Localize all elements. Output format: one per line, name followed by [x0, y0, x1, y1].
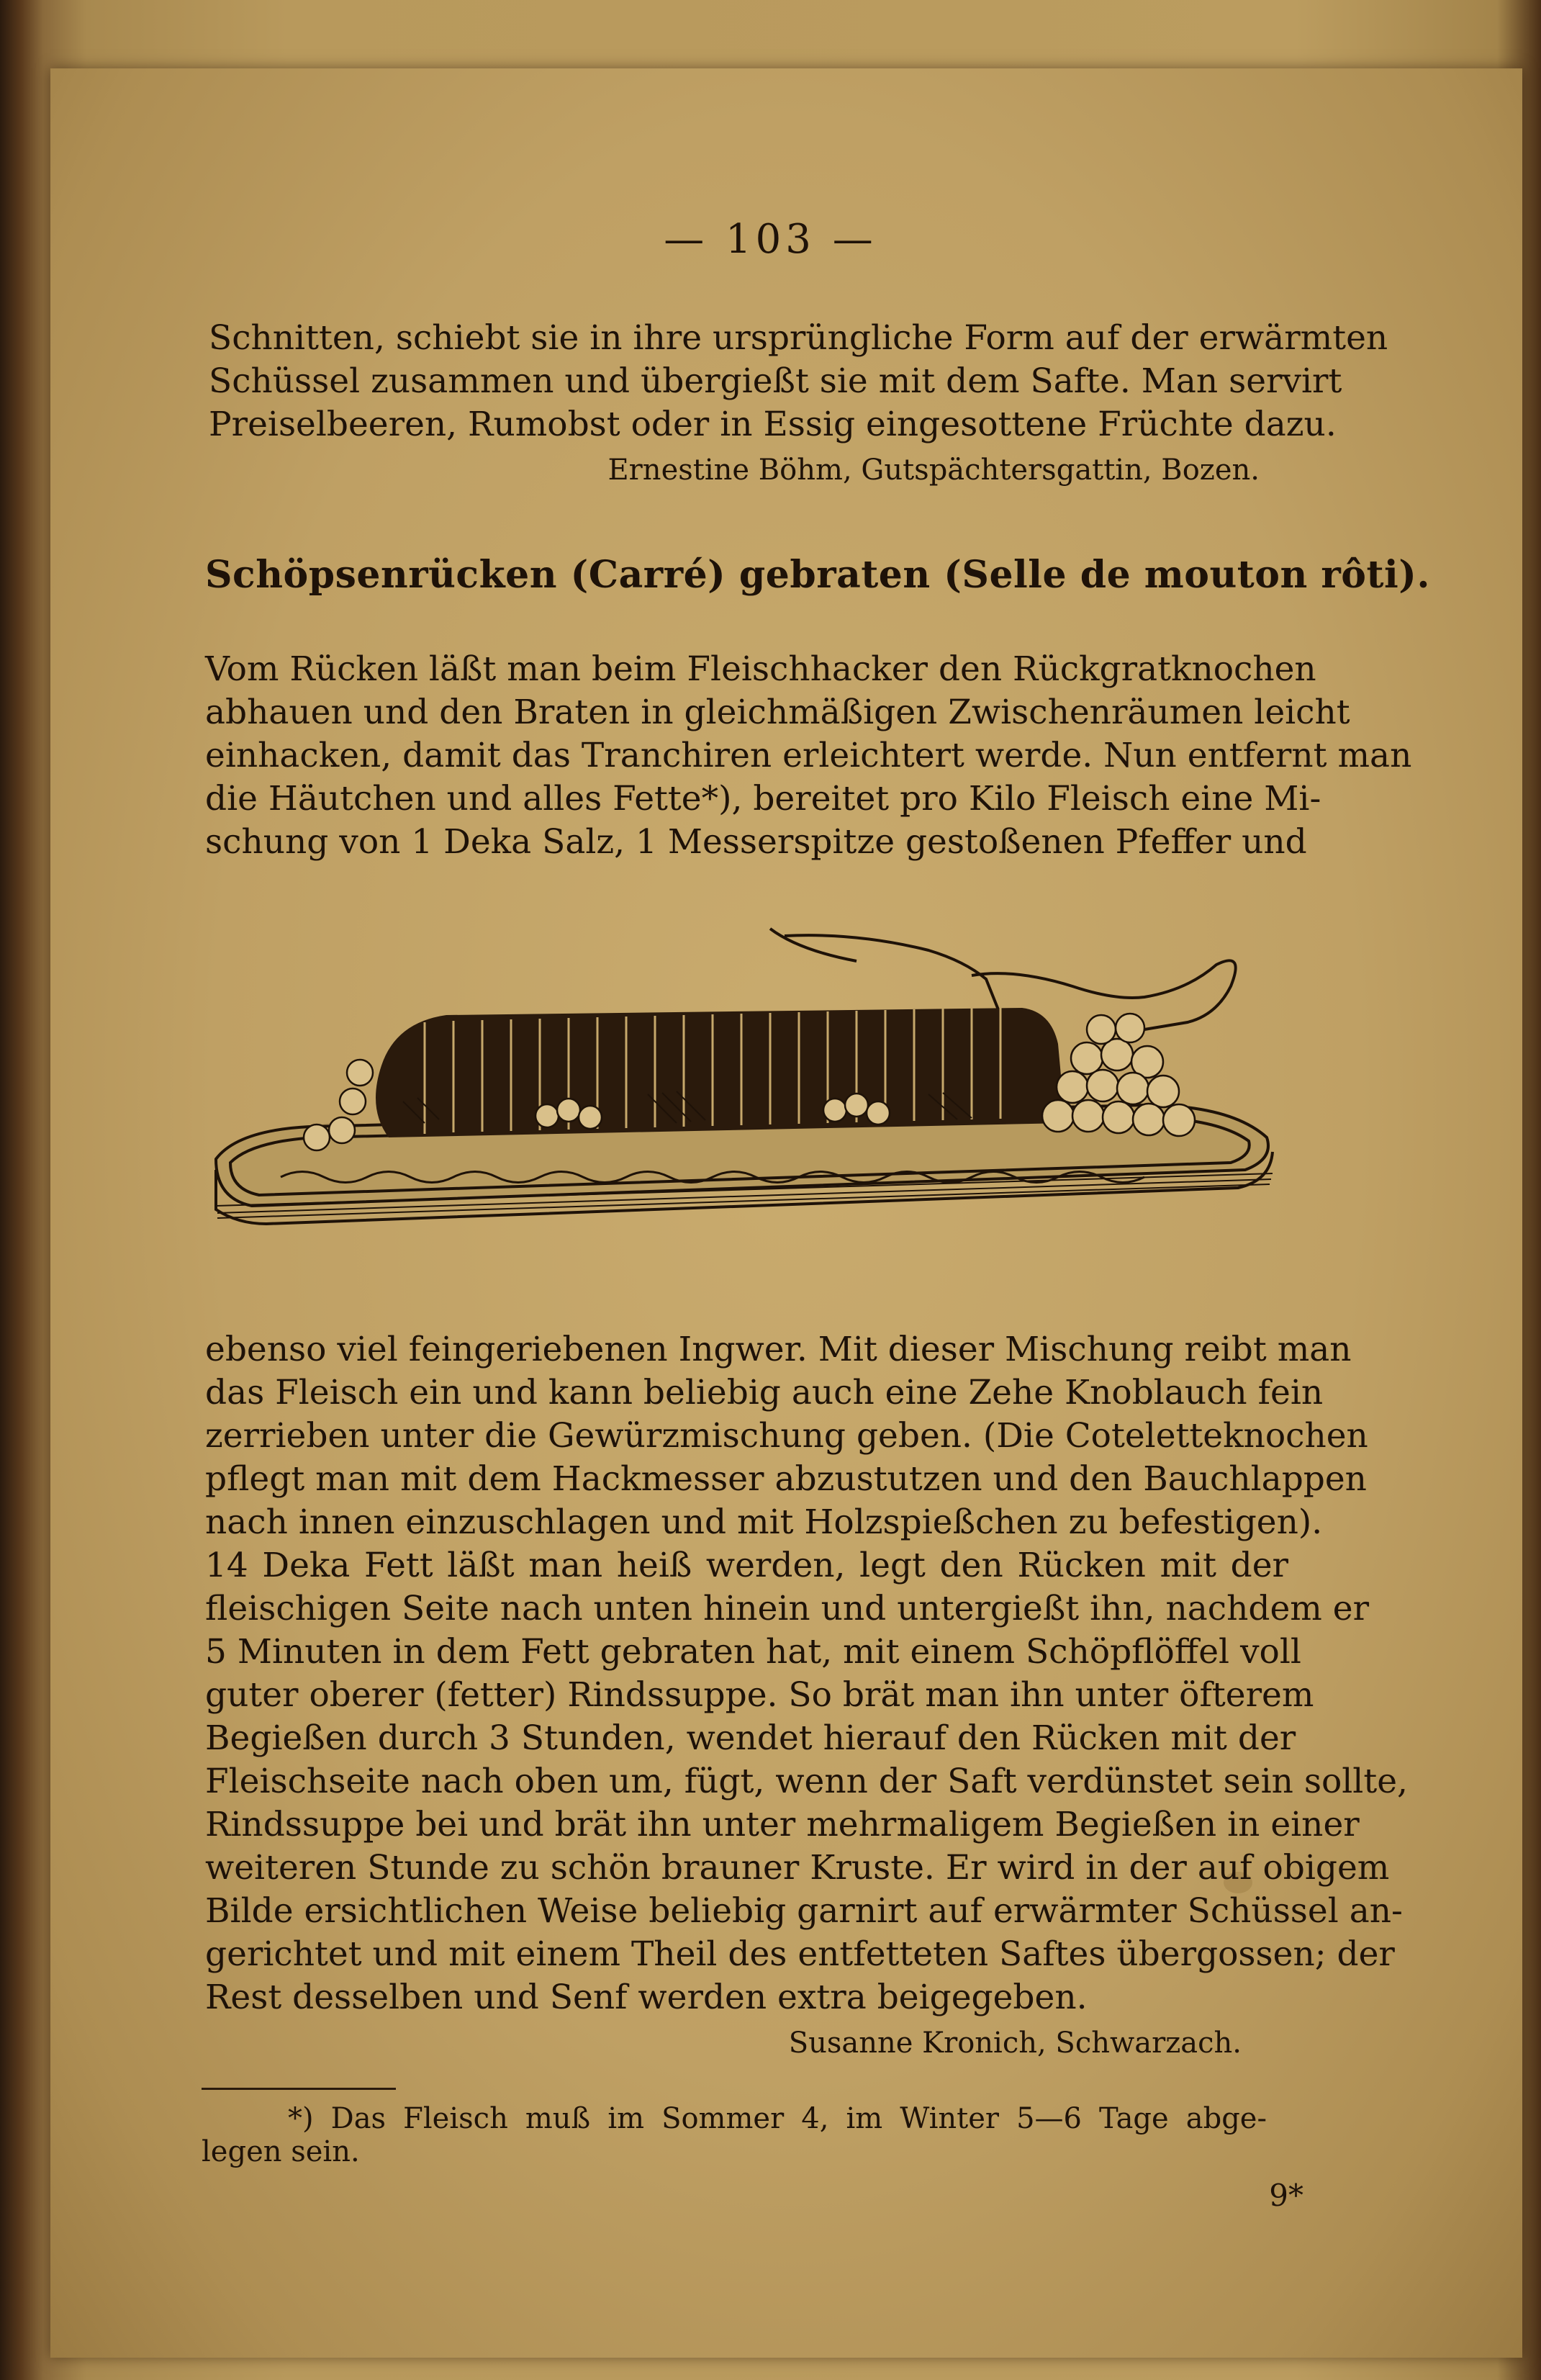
- footnote-rule: [202, 2088, 396, 2090]
- recipe-body: [205, 1328, 1408, 2019]
- footnote-line: *) Das Fleisch muß im Sommer 4, im Winter 5—6 Tage abge-: [288, 2102, 1267, 2135]
- text-line: Vom Rücken läßt man beim Fleischhacker den Rückgratknochen: [205, 649, 1316, 689]
- text-line: Rest desselben und Senf werden extra beigegeben.: [205, 1978, 1088, 2017]
- text-line: nach innen einzuschlagen und mit Holzspießchen zu befestigen).: [205, 1502, 1323, 1542]
- text-line: 5 Minuten in dem Fett gebraten hat, mit einem Schöpflöffel voll: [205, 1632, 1301, 1672]
- text-line: Bilde ersichtlichen Weise beliebig garnirt auf erwärmter Schüssel an-: [205, 1891, 1403, 1931]
- footnote-line: legen sein.: [202, 2135, 360, 2168]
- text-line: Rindssuppe bei und brät ihn unter mehrmaligem Begießen in einer: [205, 1805, 1360, 1844]
- text-line: abhauen und den Braten in gleichmäßigen Zwischenräumen leicht: [205, 693, 1350, 732]
- text-line: Preiselbeeren, Rumobst oder in Essig eingesottene Früchte dazu.: [209, 405, 1337, 444]
- text-line: einhacken, damit das Tranchiren erleichtert werde. Nun entfernt man: [205, 736, 1412, 775]
- text-line: die Häutchen und alles Fette*), bereitet pro Kilo Fleisch eine Mi-: [205, 779, 1321, 819]
- footnote: [202, 2102, 1267, 2168]
- recipe-intro: [205, 648, 1412, 864]
- page-number: — 103 —: [664, 216, 877, 263]
- text-line: zerrieben unter die Gewürzmischung geben. (Die Coteletteknochen: [205, 1416, 1368, 1456]
- previous-recipe-ending: [209, 317, 1388, 446]
- text-line: ebenso viel feingeriebenen Ingwer. Mit dieser Mischung reibt man: [205, 1330, 1352, 1369]
- recipe-title: Schöpsenrücken (Carré) gebraten (Selle de mouton rôti).: [205, 553, 1430, 597]
- text-line: 14 Deka Fett läßt man heiß werden, legt den Rücken mit der: [205, 1546, 1288, 1585]
- text-line: fleischigen Seite nach unten hinein und untergießt ihn, nachdem er: [205, 1589, 1370, 1628]
- signature-mark: 9*: [1269, 2178, 1303, 2213]
- text-line: gerichtet und mit einem Theil des entfetteten Saftes übergossen; der: [205, 1934, 1395, 1974]
- previous-recipe-signature: Ernestine Böhm, Gutspächtersgattin, Bozen.: [607, 454, 1260, 487]
- text-line: Schnitten, schiebt sie in ihre ursprüngliche Form auf der erwärmten: [209, 318, 1388, 358]
- text-line: pflegt man mit dem Hackmesser abzustutzen und den Bauchlappen: [205, 1459, 1367, 1499]
- text-line: weiteren Stunde zu schön brauner Kruste. Er wird in der auf obigem: [205, 1848, 1390, 1888]
- text-line: guter oberer (fetter) Rindssuppe. So brät man ihn unter öfterem: [205, 1675, 1314, 1715]
- roast-illustration: [209, 921, 1285, 1274]
- recipe-signature: Susanne Kronich, Schwarzach.: [788, 2027, 1242, 2060]
- text-line: schung von 1 Deka Salz, 1 Messerspitze gestoßenen Pfeffer und: [205, 822, 1307, 862]
- text-line: Fleischseite nach oben um, fügt, wenn der Saft verdünstet sein sollte,: [205, 1762, 1408, 1801]
- text-line: Schüssel zusammen und übergießt sie mit dem Safte. Man servirt: [209, 361, 1342, 401]
- text-line: Begießen durch 3 Stunden, wendet hierauf den Rücken mit der: [205, 1718, 1296, 1758]
- text-line: das Fleisch ein und kann beliebig auch eine Zehe Knoblauch fein: [205, 1373, 1324, 1412]
